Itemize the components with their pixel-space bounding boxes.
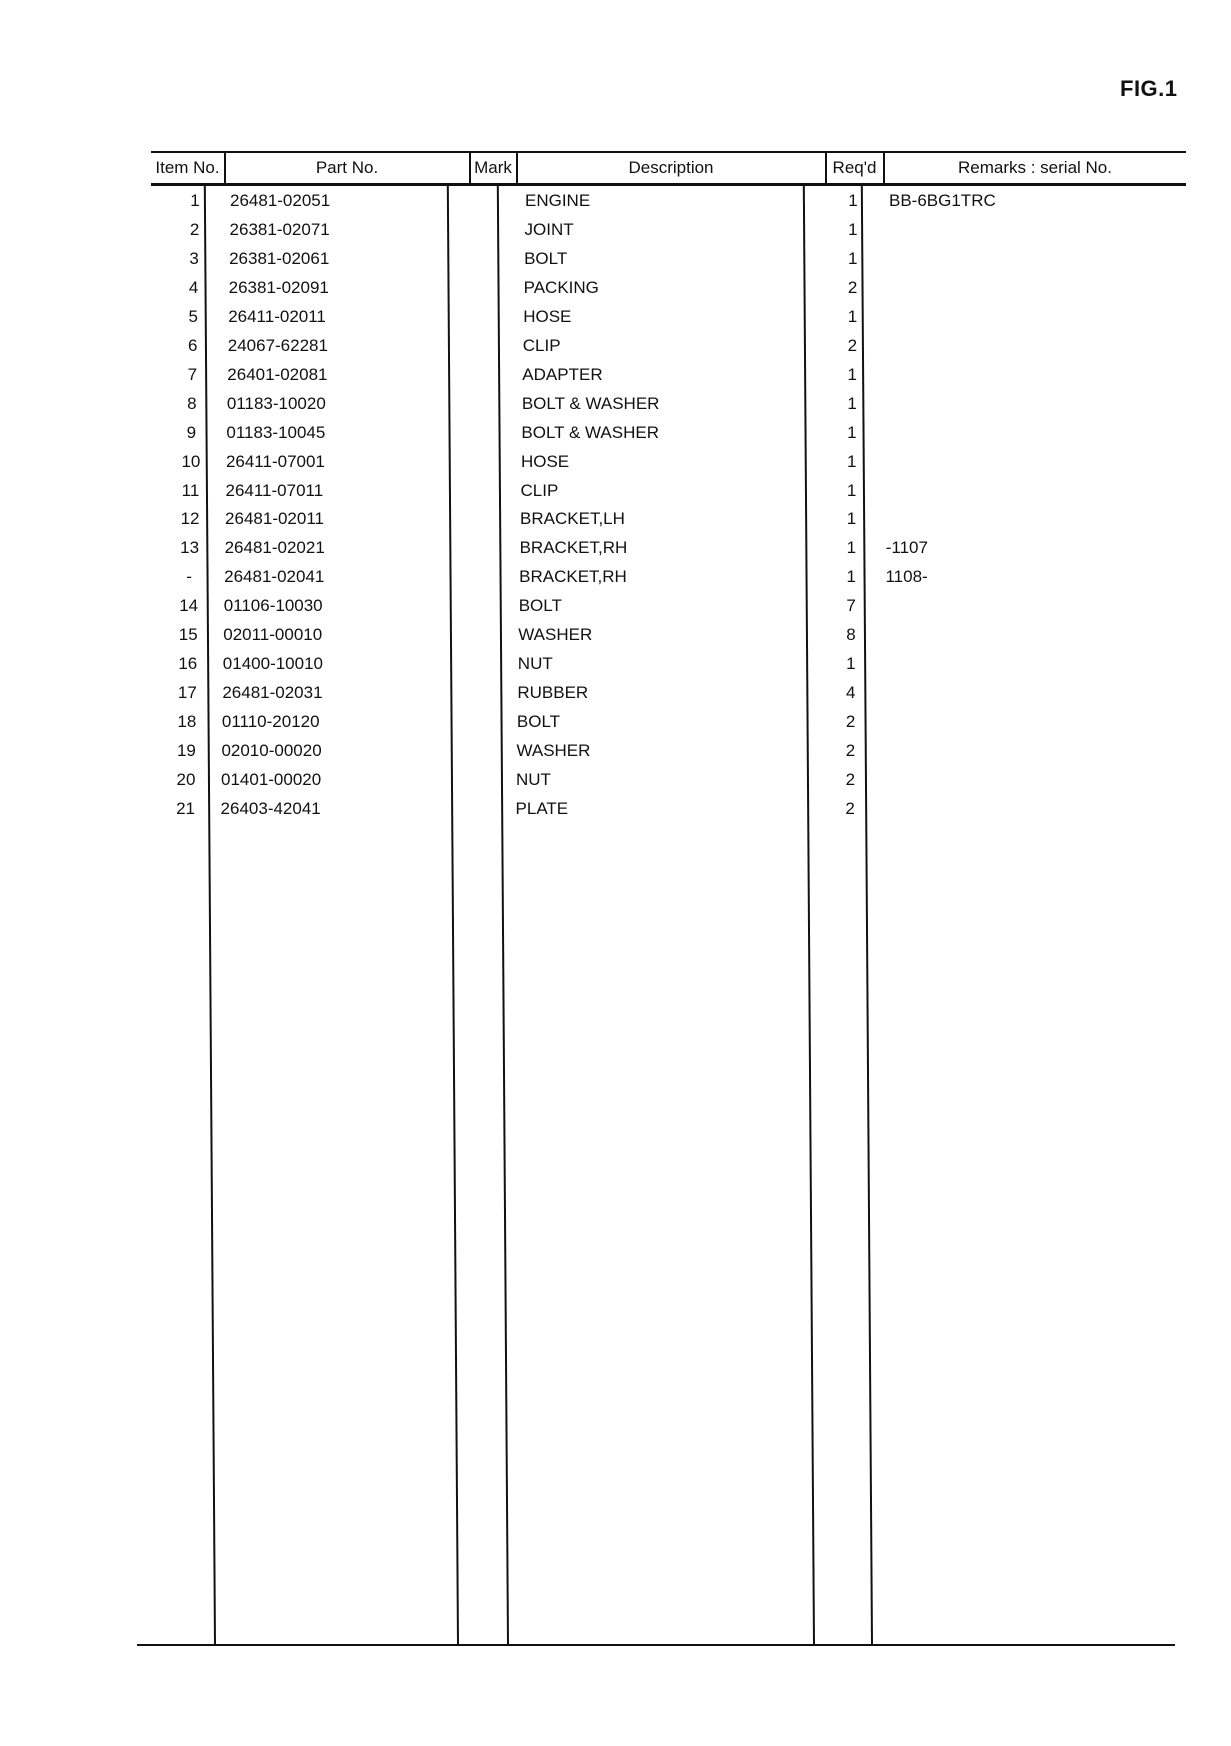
description-cell: BRACKET,RH <box>519 567 627 587</box>
item-no-cell: 14 <box>179 596 199 616</box>
column-divider <box>447 184 459 1645</box>
qty-cell: 4 <box>845 683 856 703</box>
qty-cell: 7 <box>846 596 856 616</box>
description-cell: WASHER <box>516 741 591 761</box>
item-no-cell: 3 <box>189 248 199 268</box>
description-cell: PACKING <box>523 277 599 297</box>
description-cell: ADAPTER <box>522 364 603 384</box>
part-no-cell: 01110-20120 <box>221 712 320 732</box>
description-cell: NUT <box>517 654 553 674</box>
figure-label: FIG.1 <box>1120 76 1178 101</box>
part-no-cell: 26481-02021 <box>224 538 325 558</box>
part-no-cell: 26411-07011 <box>225 480 324 500</box>
description-cell: BRACKET,LH <box>520 509 625 529</box>
qty-cell: 1 <box>847 451 857 471</box>
header-part-no: Part No. <box>315 158 379 177</box>
header-remarks: Remarks : serial No. <box>958 158 1112 177</box>
item-no-cell: 20 <box>176 770 196 789</box>
header-description: Description <box>628 158 714 177</box>
qty-cell: 1 <box>847 306 858 326</box>
description-cell: PLATE <box>515 798 569 818</box>
part-no-cell: 26411-02011 <box>228 306 326 326</box>
item-no-cell: 12 <box>180 509 200 529</box>
item-no-cell: 8 <box>187 393 197 413</box>
description-cell: ENGINE <box>525 191 591 210</box>
qty-cell: 1 <box>846 654 856 674</box>
remarks-cell: BB-6BG1TRC <box>889 191 996 210</box>
item-no-cell: 13 <box>180 538 200 558</box>
part-no-cell: 01401-00020 <box>221 770 322 789</box>
item-no-cell: 5 <box>188 306 198 326</box>
description-cell: WASHER <box>518 625 593 645</box>
description-cell: CLIP <box>522 335 561 355</box>
item-no-cell: - <box>186 567 192 587</box>
item-no-cell: 19 <box>176 741 196 761</box>
qty-cell: 1 <box>846 567 856 587</box>
qty-cell: 1 <box>847 393 857 413</box>
part-no-cell: 26481-02031 <box>222 683 323 703</box>
part-no-cell: 26381-02091 <box>228 277 329 297</box>
item-no-cell: 18 <box>177 712 197 732</box>
item-no-cell: 21 <box>176 798 195 818</box>
part-no-cell: 01106-10030 <box>223 596 323 616</box>
qty-cell: 1 <box>848 219 858 239</box>
item-no-cell: 4 <box>188 277 199 297</box>
part-no-cell: 01183-10020 <box>226 393 326 413</box>
part-no-cell: 26481-02041 <box>224 567 325 587</box>
part-no-cell: 01400-10010 <box>222 654 324 674</box>
qty-cell: 1 <box>848 191 858 210</box>
part-no-cell: 02010-00020 <box>221 741 322 761</box>
item-no-cell: 15 <box>178 625 198 645</box>
qty-cell: 2 <box>845 770 856 789</box>
item-no-cell: 17 <box>177 683 197 703</box>
description-cell: NUT <box>516 770 551 789</box>
item-no-cell: 11 <box>181 480 200 500</box>
header-item-no: Item No. <box>155 158 220 177</box>
description-cell: HOSE <box>520 451 570 471</box>
description-cell: HOSE <box>523 306 572 326</box>
description-cell: BOLT & WASHER <box>521 393 660 413</box>
part-no-cell: 26481-02051 <box>230 191 331 210</box>
item-no-cell: 7 <box>187 364 198 384</box>
description-cell: BOLT <box>524 248 568 268</box>
qty-cell: 2 <box>845 712 856 732</box>
description-cell: BRACKET,RH <box>519 538 628 558</box>
qty-cell: 8 <box>846 625 856 645</box>
part-no-cell: 26401-02081 <box>227 364 328 384</box>
part-no-cell: 26481-02011 <box>225 509 324 529</box>
description-cell: BOLT & WASHER <box>521 422 659 442</box>
item-no-cell: 9 <box>186 422 197 442</box>
qty-cell: 1 <box>846 509 857 529</box>
table-bottom-rule <box>137 1644 1175 1646</box>
item-no-cell: 2 <box>189 219 200 239</box>
remarks-cell: -1107 <box>885 538 928 558</box>
qty-cell: 2 <box>847 335 858 355</box>
item-no-cell: 6 <box>188 335 198 355</box>
description-cell: RUBBER <box>517 683 589 703</box>
column-divider <box>497 184 509 1645</box>
column-divider <box>803 184 815 1645</box>
qty-cell: 1 <box>846 538 857 558</box>
description-cell: JOINT <box>524 219 574 239</box>
header-mark: Mark <box>474 158 512 177</box>
qty-cell: 2 <box>845 798 855 818</box>
qty-cell: 1 <box>847 422 857 442</box>
description-cell: CLIP <box>520 480 559 500</box>
part-no-cell: 26381-02061 <box>229 248 330 268</box>
qty-cell: 2 <box>845 741 856 761</box>
qty-cell: 1 <box>846 480 857 500</box>
part-no-cell: 26411-07001 <box>225 451 325 471</box>
qty-cell: 2 <box>847 277 858 297</box>
part-no-cell: 26403-42041 <box>220 798 321 818</box>
item-no-cell: 1 <box>190 191 200 210</box>
part-no-cell: 24067-62281 <box>227 335 328 355</box>
item-no-cell: 10 <box>181 451 201 471</box>
part-no-cell: 01183-10045 <box>226 422 326 442</box>
remarks-cell: 1108- <box>885 567 928 587</box>
part-no-cell: 02011-00010 <box>223 625 323 645</box>
item-no-cell: 16 <box>178 654 198 674</box>
qty-cell: 1 <box>847 248 858 268</box>
description-cell: BOLT <box>516 712 561 732</box>
header-reqd: Req'd <box>832 158 877 177</box>
part-no-cell: 26381-02071 <box>229 219 330 239</box>
description-cell: BOLT <box>518 596 562 616</box>
table-top-rule <box>151 151 1186 153</box>
qty-cell: 1 <box>847 364 857 384</box>
